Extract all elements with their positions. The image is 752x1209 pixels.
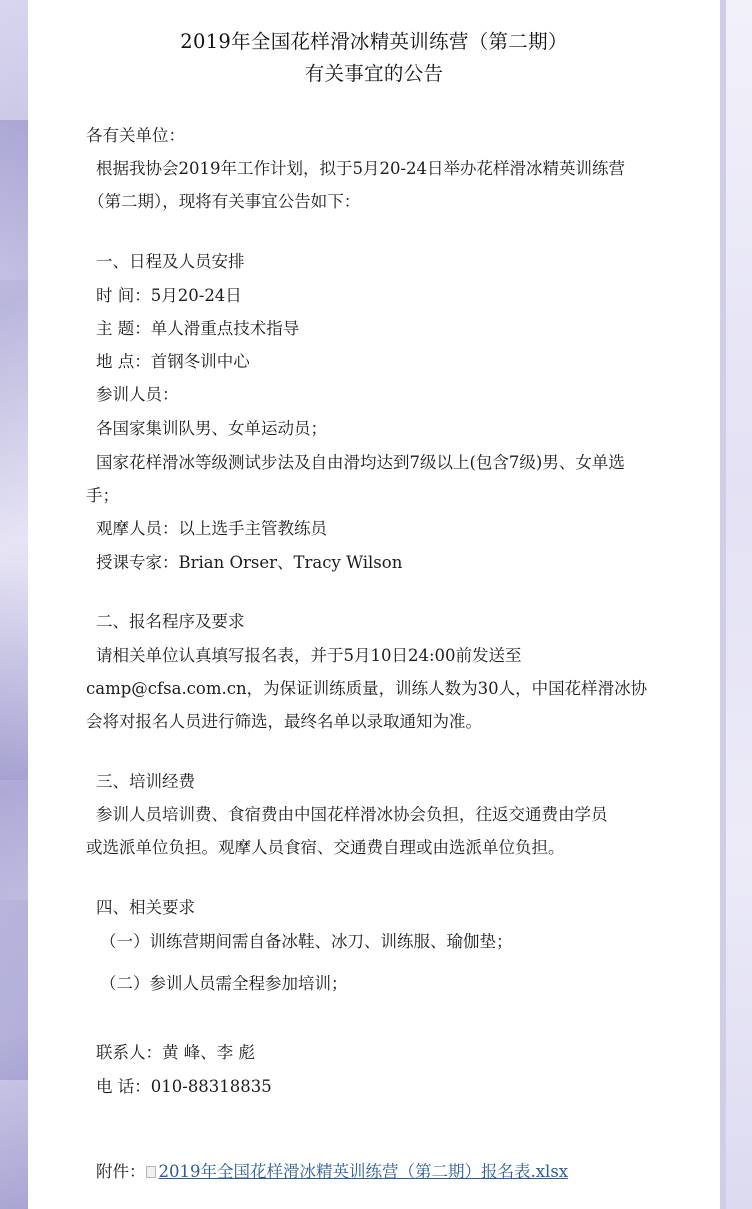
section1-line: 各国家集训队男、女单运动员； <box>96 419 327 438</box>
title-line-1: 2019年全国花样滑冰精英训练营（第二期） <box>180 30 568 53</box>
announcement-document <box>28 0 720 1209</box>
section2-line: 请相关单位认真填写报名表，并于5月10日24:00前发送至 <box>96 646 522 665</box>
section3-line: 参训人员培训费、食宿费由中国花样滑冰协会负担，往返交通费由学员 <box>96 805 608 824</box>
file-icon <box>146 1166 156 1178</box>
border-facet <box>0 900 28 1080</box>
section1-line: 国家花样滑冰等级测试步法及自由滑均达到7级以上(包含7级)男、女单选 <box>96 453 625 472</box>
contact-person: 联系人：黄 峰、李 彪 <box>96 1043 255 1062</box>
section3-line: 或选派单位负担。观摩人员食宿、交通费自理或由选派单位负担。 <box>86 838 565 857</box>
section4-heading: 四、相关要求 <box>96 898 195 917</box>
section2-line: camp@cfsa.com.cn，为保证训练质量，训练人数为30人，中国花样滑冰协 <box>86 679 648 698</box>
section1-line: 观摩人员：以上选手主管教练员 <box>96 519 327 538</box>
section1-line: 时 间：5月20-24日 <box>96 286 242 305</box>
section1-heading: 一、日程及人员安排 <box>96 252 245 271</box>
border-stripe <box>720 0 726 1209</box>
attachment-label: 附件： <box>96 1162 146 1181</box>
greeting: 各有关单位： <box>86 126 185 145</box>
intro-line: 根据我协会2019年工作计划，拟于5月20-24日举办花样滑冰精英训练营 <box>96 159 626 178</box>
section1-line: 主 题：单人滑重点技术指导 <box>96 319 300 338</box>
section1-line: 手； <box>86 486 119 505</box>
section2-heading: 二、报名程序及要求 <box>96 612 245 631</box>
section1-line: 授课专家：Brian Orser、Tracy Wilson <box>96 553 403 572</box>
border-facet <box>0 120 28 280</box>
left-decorative-border <box>0 0 28 1209</box>
section4-line: （一）训练营期间需自备冰鞋、冰刀、训练服、瑜伽垫； <box>100 932 513 951</box>
attachment-row <box>96 1158 568 1182</box>
section2-line: 会将对报名人员进行筛选，最终名单以录取通知为准。 <box>86 712 482 731</box>
section1-line: 参训人员： <box>96 385 179 404</box>
section3-heading: 三、培训经费 <box>96 772 195 791</box>
intro-line: （第二期），现将有关事宜公告如下： <box>88 192 361 211</box>
section1-line: 地 点：首钢冬训中心 <box>96 352 250 371</box>
section4-line: （二）参训人员需全程参加培训； <box>100 974 348 993</box>
border-facet <box>0 560 28 780</box>
title-line-2: 有关事宜的公告 <box>304 62 444 85</box>
contact-phone: 电 话：010-88318835 <box>96 1077 272 1096</box>
right-decorative-border <box>720 0 752 1209</box>
attachment-link[interactable]: 2019年全国花样滑冰精英训练营（第二期）报名表.xlsx <box>158 1162 569 1181</box>
